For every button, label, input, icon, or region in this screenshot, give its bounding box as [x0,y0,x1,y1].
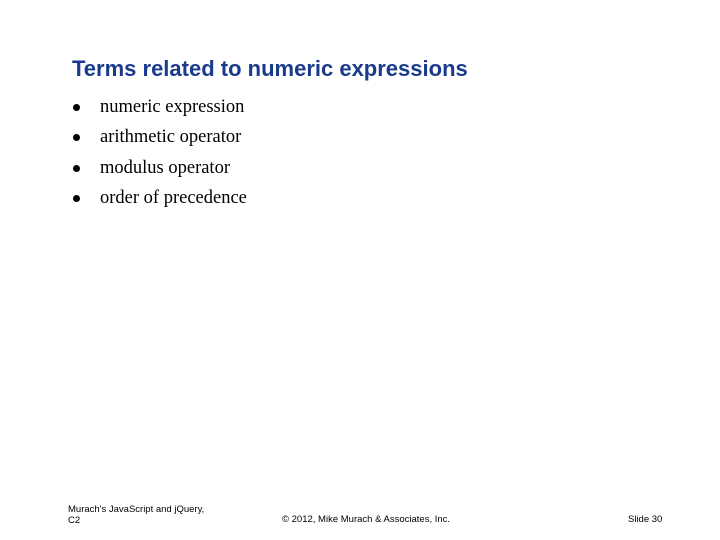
bullet-icon [73,104,80,111]
bullet-text: arithmetic operator [100,127,242,148]
footer-book-line1: Murach's JavaScript and jQuery, [68,504,205,515]
footer-copyright: © 2012, Mike Murach & Associates, Inc. [282,514,451,525]
footer-book-title [68,504,204,526]
bullet-item [72,123,247,154]
bullet-item [72,153,247,184]
bullet-text: modulus operator [100,157,230,178]
bullet-text: numeric expression [100,96,245,117]
bullet-icon [73,195,80,202]
footer-slide-number: Slide 30 [628,514,663,525]
bullet-icon [73,165,80,172]
bullet-icon [73,134,80,141]
bullet-list [72,92,247,214]
bullet-item [72,92,247,123]
footer-book-line2: C2 [68,515,81,526]
bullet-item [72,184,247,215]
slide-title: Terms related to numeric expressions [72,56,468,81]
bullet-text: order of precedence [100,188,247,209]
